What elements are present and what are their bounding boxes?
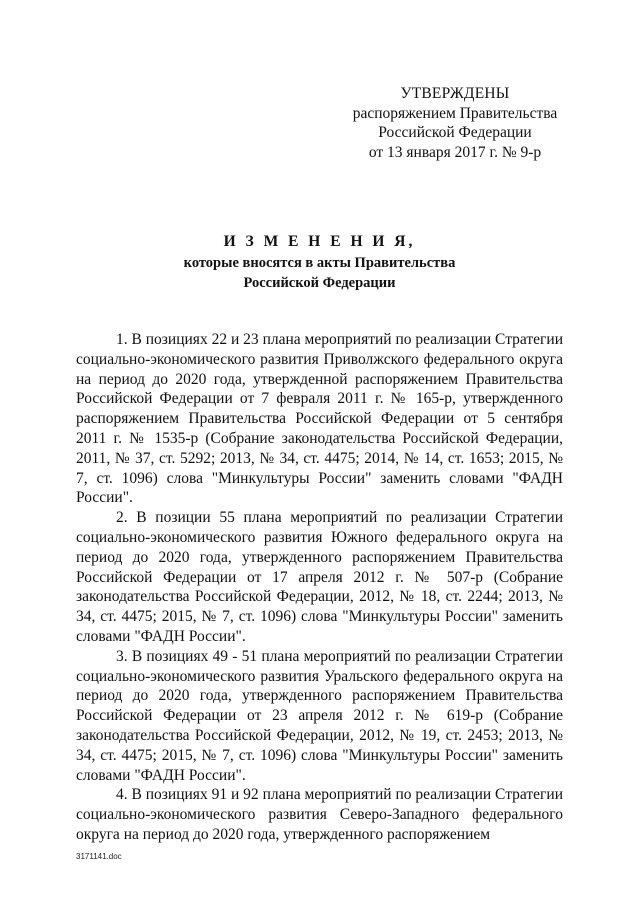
document-title: И З М Е Н Е Н И Я, — [223, 233, 416, 250]
paragraph-1: 1. В позициях 22 и 23 плана мероприятий по реализации Стратегии социально-экономического развития Приволжского федерального округа на период до 2020 года, утвержденной распоряжением Правительства Российской Федерации от 7 февраля 2011 г. № 165-р, утвержденного распоряжением Правительства Российской Федерации от 5 сентября 2011 г. № 1535-р (Собрание законодательства Российской Федерации, 2011, № 37, ст. 5292; 2013, № 34, ст. 4475; 2014, № 14, ст. 1653; 2015, № 7, ст. 1096) слова "Минкультуры России" заменить словами "ФАДН России". — [76, 331, 563, 507]
document-subtitle-line-2: Российской Федерации — [243, 274, 396, 291]
paragraph-4: 4. В позициях 91 и 92 плана мероприятий по реализации Стратегии социально-экономического развития Северо-Западного федерального округа на период до 2020 года, утвержденного распоряжением — [76, 786, 563, 843]
approval-block — [340, 84, 570, 162]
approval-line-3: от 13 января 2017 г. № 9-р — [368, 143, 542, 161]
document-subtitle-line-1: которые вносятся в акты Правительства — [183, 255, 456, 271]
approval-line-2: Российской Федерации — [378, 124, 532, 141]
document-subtitle — [76, 254, 563, 293]
document-title-block — [76, 232, 563, 293]
approval-heading: УТВЕРЖДЕНЫ — [400, 85, 510, 102]
file-code: 3171141.doc — [76, 852, 122, 861]
paragraph-2: 2. В позиции 55 плана мероприятий по реализации Стратегии социально-экономического развития Южного федерального округа на период до 2020 года, утвержденного распоряжением Правительства Российской Федерации от 17 апреля 2012 г. № 507-р (Собрание законодательства Российской Федерации, 2012, № 18, ст. 2244; 2013, № 34, ст. 4475; 2015, № 7, ст. 1096) слова "Минкультуры России" заменить словами "ФАДН России". — [76, 509, 563, 645]
approval-line-1: распоряжением Правительства — [352, 104, 558, 122]
document-body — [76, 330, 563, 845]
paragraph-3: 3. В позициях 49 - 51 плана мероприятий по реализации Стратегии социально-экономического развития Уральского федерального округа на период до 2020 года, утвержденного распоряжением Правительства Российской Федерации от 23 апреля 2012 г. № 619-р (Собрание законодательства Российской Федерации, 2012, № 19, ст. 2453; 2013, № 34, ст. 4475; 2015, № 7, ст. 1096) слова "Минкультуры России" заменить словами "ФАДН России". — [76, 647, 563, 784]
